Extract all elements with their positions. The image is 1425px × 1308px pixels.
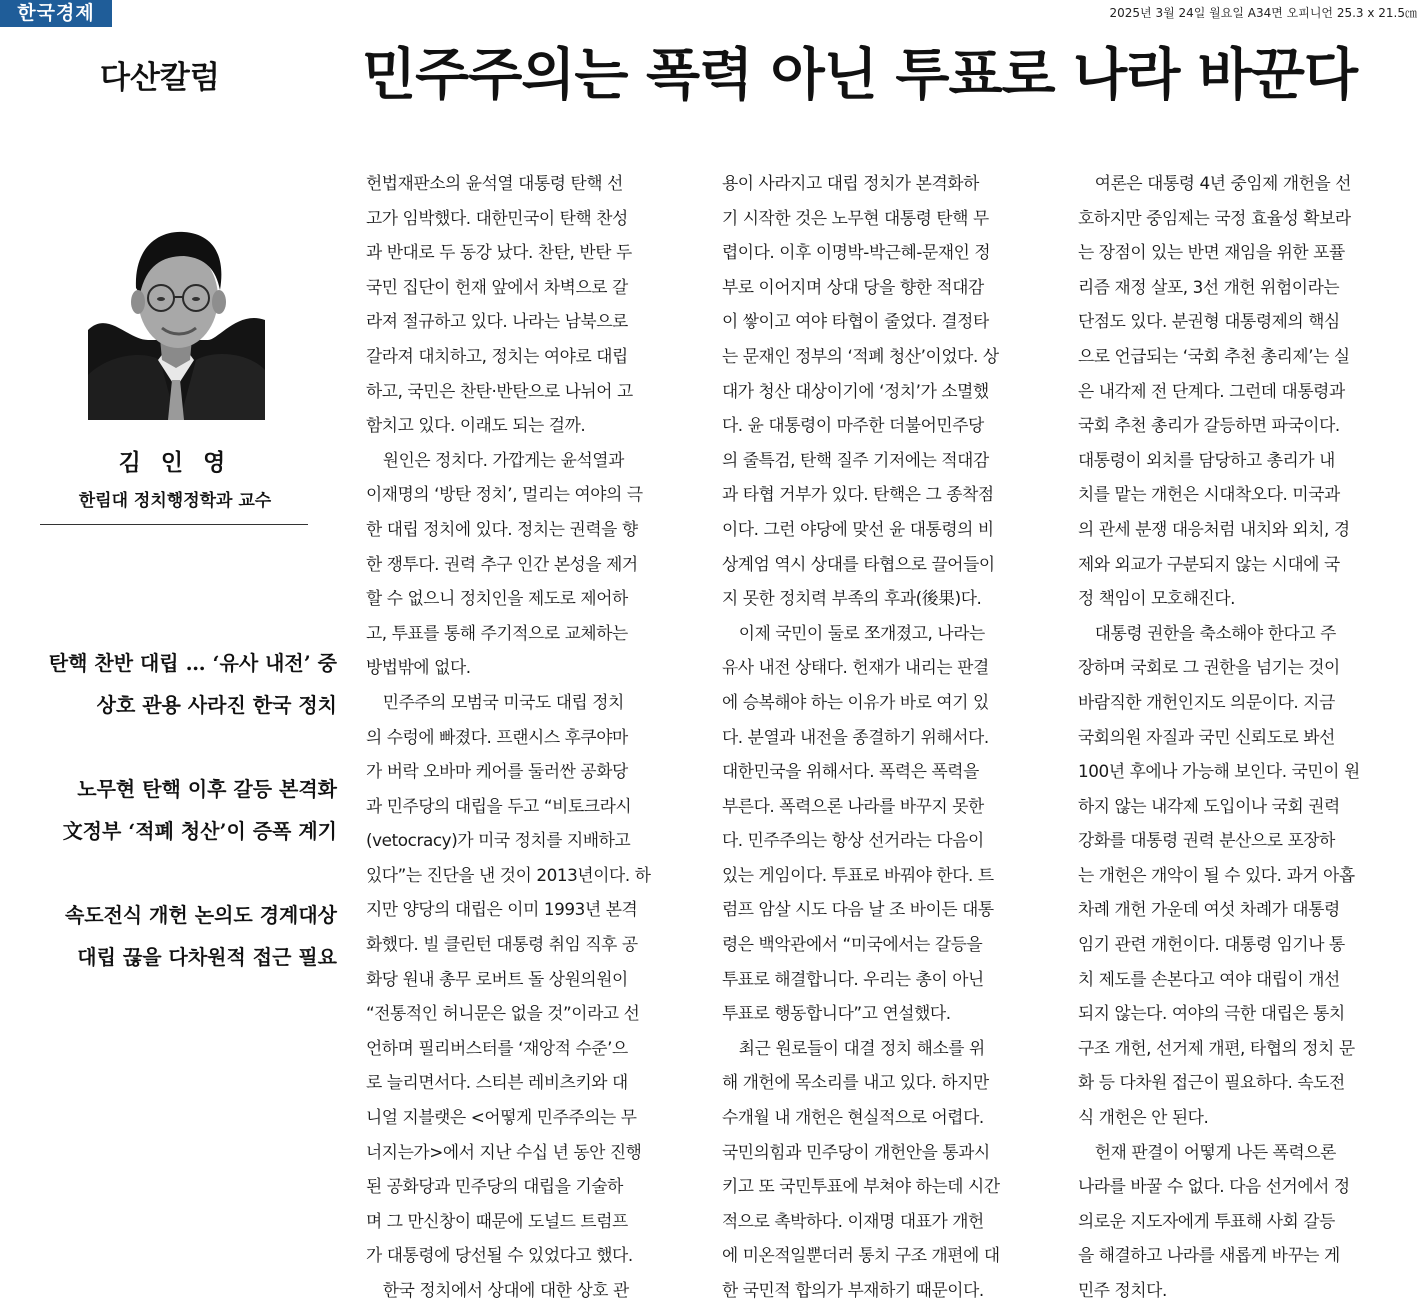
- author-divider: [40, 524, 308, 525]
- body-text-line: 언하며 필리버스터를 ‘재앙적 수준’으: [366, 1037, 628, 1058]
- author-portrait-icon: [88, 210, 265, 420]
- body-text-line: 유사 내전 상태다. 헌재가 내리는 판결: [722, 657, 989, 678]
- body-text-line: 나라를 바꿀 수 없다. 다음 선거에서 정: [1078, 1176, 1350, 1197]
- body-text-line: 는 개헌은 개악이 될 수 있다. 과거 아홉: [1078, 864, 1355, 885]
- body-text-line: 다. 민주주의는 항상 선거라는 다음이: [722, 830, 984, 851]
- body-text-line: 과 타협 거부가 있다. 탄핵은 그 종착점: [722, 484, 994, 505]
- body-text-line: 국민 집단이 헌재 앞에서 차벽으로 갈: [366, 276, 628, 297]
- body-text-line: 지 못한 정치력 부족의 후과(後果)다.: [722, 588, 982, 609]
- body-text-line: 할 수 없으니 정치인을 제도로 제어하: [366, 588, 628, 609]
- body-column-3: [1078, 166, 1408, 1308]
- subhead-line: 대립 끊을 다차원적 접근 필요: [77, 945, 337, 969]
- body-text-line: 화당 원내 총무 로버트 돌 상원의원이: [366, 968, 628, 989]
- body-text-line: 고, 투표를 통해 주기적으로 교체하는: [366, 622, 628, 643]
- subhead-2: [63, 768, 337, 852]
- body-text-line: 기 시작한 것은 노무현 대통령 탄핵 무: [722, 207, 989, 228]
- body-text-line: 된 공화당과 민주당의 대립을 기술하: [366, 1176, 623, 1197]
- body-text-line: 장하며 국회로 그 권한을 넘기는 것이: [1078, 657, 1340, 678]
- body-text-line: 령은 백악관에서 “미국에서는 갈등을: [722, 934, 983, 955]
- body-text-line: 부른다. 폭력으론 나라를 바꾸지 못한: [722, 795, 984, 816]
- body-text-line: 적으로 촉박하다. 이재명 대표가 개헌: [722, 1210, 984, 1231]
- body-text-line: 이재명의 ‘방탄 정치’, 멀리는 여야의 극: [366, 484, 643, 505]
- body-text-line: 갈라져 대치하고, 정치는 여야로 대립: [366, 345, 628, 366]
- body-text-line: 대통령이 외치를 담당하고 총리가 내: [1078, 449, 1335, 470]
- body-text-line: 의 수렁에 빠졌다. 프랜시스 후쿠야마: [366, 726, 628, 747]
- newspaper-logo: 한국경제: [0, 0, 112, 27]
- author-affiliation: 한림대 정치행정학과 교수: [78, 491, 272, 511]
- body-text-line: 다. 윤 대통령이 마주한 더불어민주당: [722, 415, 984, 436]
- body-text-line: 으로 언급되는 ‘국회 추천 총리제’는 실: [1078, 345, 1350, 366]
- body-text-line: 치를 맡는 개헌은 시대착오다. 미국과: [1078, 484, 1340, 505]
- body-text-line: 강화를 대통령 권력 분산으로 포장하: [1078, 830, 1335, 851]
- body-text-line: 너지는가>에서 지난 수십 년 동안 진행: [366, 1141, 642, 1162]
- body-text-line: 렵이다. 이후 이명박-박근혜-문재인 정: [722, 242, 991, 263]
- body-text-line: 며 그 만신창이 때문에 도널드 트럼프: [366, 1210, 628, 1231]
- body-text-line: 키고 또 국민투표에 부쳐야 하는데 시간: [722, 1176, 1000, 1197]
- body-text-line: 있는 게임이다. 투표로 바꿔야 한다. 트: [722, 864, 994, 885]
- body-text-line: 화 등 다차원 접근이 필요하다. 속도전: [1078, 1072, 1345, 1093]
- body-text-line: 국회 추천 총리가 갈등하면 파국이다.: [1078, 415, 1340, 436]
- body-text-line: 민주주의 모범국 미국도 대립 정치: [382, 691, 624, 712]
- body-text-line: 호하지만 중임제는 국정 효율성 확보라: [1078, 207, 1351, 228]
- body-text-line: 헌법재판소의 윤석열 대통령 탄핵 선: [366, 173, 623, 193]
- body-text-line: 바람직한 개헌인지도 의문이다. 지금: [1078, 691, 1335, 712]
- body-text-line: 한 대립 정치에 있다. 정치는 권력을 향: [366, 518, 638, 539]
- body-text-line: 헌재 판결이 어떻게 나든 폭력으론: [1094, 1141, 1336, 1162]
- body-text-line: 국민의힘과 민주당이 개헌안을 통과시: [722, 1141, 990, 1162]
- body-text-line: 한국 정치에서 상대에 대한 상호 관: [382, 1280, 629, 1300]
- body-text-line: 한 국민적 합의가 부재하기 때문이다.: [722, 1280, 984, 1300]
- body-text-line: 리즘 재정 살포, 3선 개헌 위험이라는: [1078, 276, 1340, 297]
- body-text-line: 투표로 행동합니다”고 연설했다.: [722, 1003, 951, 1024]
- body-text-line: 부로 이어지며 상대 당을 향한 적대감: [722, 276, 984, 297]
- body-text-line: 대통령 권한을 축소해야 한다고 주: [1094, 622, 1336, 643]
- body-text-line: 은 내각제 전 단계다. 그런데 대통령과: [1078, 380, 1345, 401]
- author-name: 김 인 영: [118, 449, 232, 476]
- body-text-line: 이다. 그런 야당에 맞선 윤 대통령의 비: [722, 518, 994, 539]
- body-text-line: 상계엄 역시 상대를 타협으로 끌어들이: [722, 553, 995, 574]
- body-text-line: 수개월 내 개헌은 현실적으로 어렵다.: [722, 1107, 984, 1128]
- body-text-line: 민주 정치다.: [1078, 1280, 1167, 1300]
- body-text-line: 니얼 지블랫은 <어떻게 민주주의는 무: [366, 1107, 637, 1128]
- body-text-line: 다. 분열과 내전을 종결하기 위해서다.: [722, 726, 989, 747]
- subhead-3: [65, 894, 337, 978]
- body-text-line: 원인은 정치다. 가깝게는 윤석열과: [382, 449, 624, 470]
- body-text-line: 가 대통령에 당선될 수 있었다고 했다.: [366, 1245, 633, 1266]
- body-text-line: 럼프 암살 시도 다음 날 조 바이든 대통: [722, 899, 994, 920]
- subhead-line: 文정부 ‘적폐 청산’이 증폭 계기: [62, 819, 337, 843]
- body-text-line: 방법밖에 없다.: [366, 657, 471, 678]
- author-photo: [88, 210, 265, 420]
- body-text-line: 의 관세 분쟁 대응처럼 내치와 외치, 경: [1078, 518, 1350, 539]
- body-text-line: 있다”는 진단을 낸 것이 2013년이다. 하: [366, 864, 651, 885]
- headline: 민주주의는 폭력 아닌 투표로 나라 바꾼다: [362, 42, 1358, 108]
- body-text-line: 을 해결하고 나라를 새롭게 바꾸는 게: [1078, 1245, 1340, 1266]
- column-name: 다산칼럼: [100, 60, 220, 96]
- body-text-line: 에 승복해야 하는 이유가 바로 여기 있: [722, 691, 989, 712]
- body-text-line: 차례 개헌 가운데 여섯 차례가 대통령: [1078, 899, 1340, 920]
- subhead-line: 탄핵 찬반 대립 … ‘유사 내전’ 중: [48, 651, 337, 675]
- body-text-line: 이 쌓이고 여야 타협이 줄었다. 결정타: [722, 311, 989, 332]
- body-text-line: 대가 청산 대상이기에 ‘정치’가 소멸했: [722, 380, 989, 401]
- body-text-line: 제와 외교가 구분되지 않는 시대에 국: [1078, 553, 1340, 574]
- body-text-line: 의 줄특검, 탄핵 질주 기저에는 적대감: [722, 449, 989, 470]
- body-text-line: 대한민국을 위해서다. 폭력은 폭력을: [722, 761, 979, 782]
- body-text-line: 하고, 국민은 찬탄·반탄으로 나뉘어 고: [366, 380, 633, 401]
- body-text-line: 가 버락 오바마 케어를 둘러싼 공화당: [366, 761, 628, 782]
- subhead-line: 노무현 탄핵 이후 갈등 본격화: [77, 777, 337, 801]
- subhead-line: 상호 관용 사라진 한국 정치: [96, 693, 337, 717]
- body-text-line: 는 문재인 정부의 ‘적폐 청산’이었다. 상: [722, 345, 999, 366]
- body-text-line: 치 제도를 손본다고 여야 대립이 개선: [1078, 968, 1340, 989]
- subhead-1: [49, 642, 337, 726]
- body-text-line: 임기 관련 개헌이다. 대통령 임기나 통: [1078, 934, 1345, 955]
- body-text-line: 식 개헌은 안 된다.: [1078, 1107, 1209, 1128]
- body-text-line: (vetocracy)가 미국 정치를 지배하고: [366, 830, 631, 851]
- subhead-line: 속도전식 개헌 논의도 경계대상: [64, 903, 337, 927]
- body-text-line: 하지 않는 내각제 도입이나 국회 권력: [1078, 795, 1340, 816]
- body-text-line: 용이 사라지고 대립 정치가 본격화하: [722, 173, 979, 193]
- body-text-line: 국회의원 자질과 국민 신뢰도로 봐선: [1078, 726, 1335, 747]
- body-text-line: 과 반대로 두 동강 났다. 찬탄, 반탄 두: [366, 242, 632, 263]
- body-text-line: 라져 절규하고 있다. 나라는 남북으로: [366, 311, 628, 332]
- body-text-line: 한 쟁투다. 권력 추구 인간 본성을 제거: [366, 553, 638, 574]
- body-text-line: 100년 후에나 가능해 보인다. 국민이 원: [1078, 761, 1360, 782]
- body-text-line: 단점도 있다. 분권형 대통령제의 핵심: [1078, 311, 1340, 332]
- body-text-line: 투표로 해결합니다. 우리는 총이 아닌: [722, 968, 984, 989]
- body-text-line: 로 늘리면서다. 스티븐 레비츠키와 대: [366, 1072, 628, 1093]
- body-text-line: 고가 임박했다. 대한민국이 탄핵 찬성: [366, 207, 628, 228]
- body-text-line: 정 책임이 모호해진다.: [1078, 588, 1236, 609]
- body-text-line: 화했다. 빌 클린턴 대통령 취임 직후 공: [366, 934, 638, 955]
- body-text-line: 여론은 대통령 4년 중임제 개헌을 선: [1094, 173, 1352, 193]
- body-text-line: 에 미온적일뿐더러 통치 구조 개편에 대: [722, 1245, 1000, 1266]
- body-text-line: 는 장점이 있는 반면 재임을 위한 포퓰: [1078, 242, 1345, 263]
- body-text-line: 의로운 지도자에게 투표해 사회 갈등: [1078, 1210, 1335, 1231]
- body-text-line: 구조 개헌, 선거제 개편, 타협의 정치 문: [1078, 1037, 1355, 1058]
- body-text-line: 되지 않는다. 여야의 극한 대립은 통치: [1078, 1003, 1345, 1024]
- body-text-line: 이제 국민이 둘로 쪼개졌고, 나라는: [738, 622, 985, 643]
- body-text-line: 과 민주당의 대립을 두고 “비토크라시: [366, 795, 632, 816]
- body-text-line: 해 개헌에 목소리를 내고 있다. 하지만: [722, 1072, 989, 1093]
- body-column-1: [366, 166, 696, 1308]
- body-text-line: 최근 원로들이 대결 정치 해소를 위: [738, 1037, 985, 1058]
- body-text-line: 함치고 있다. 이래도 되는 걸까.: [366, 415, 586, 436]
- body-text-line: 지만 양당의 대립은 이미 1993년 본격: [366, 899, 638, 920]
- publication-info: 2025년 3월 24일 월요일 A34면 오피니언 25.3 x 21.5㎝: [1109, 6, 1417, 20]
- body-column-2: [722, 166, 1052, 1308]
- body-text-line: “전통적인 허니문은 없을 것”이라고 선: [366, 1003, 640, 1024]
